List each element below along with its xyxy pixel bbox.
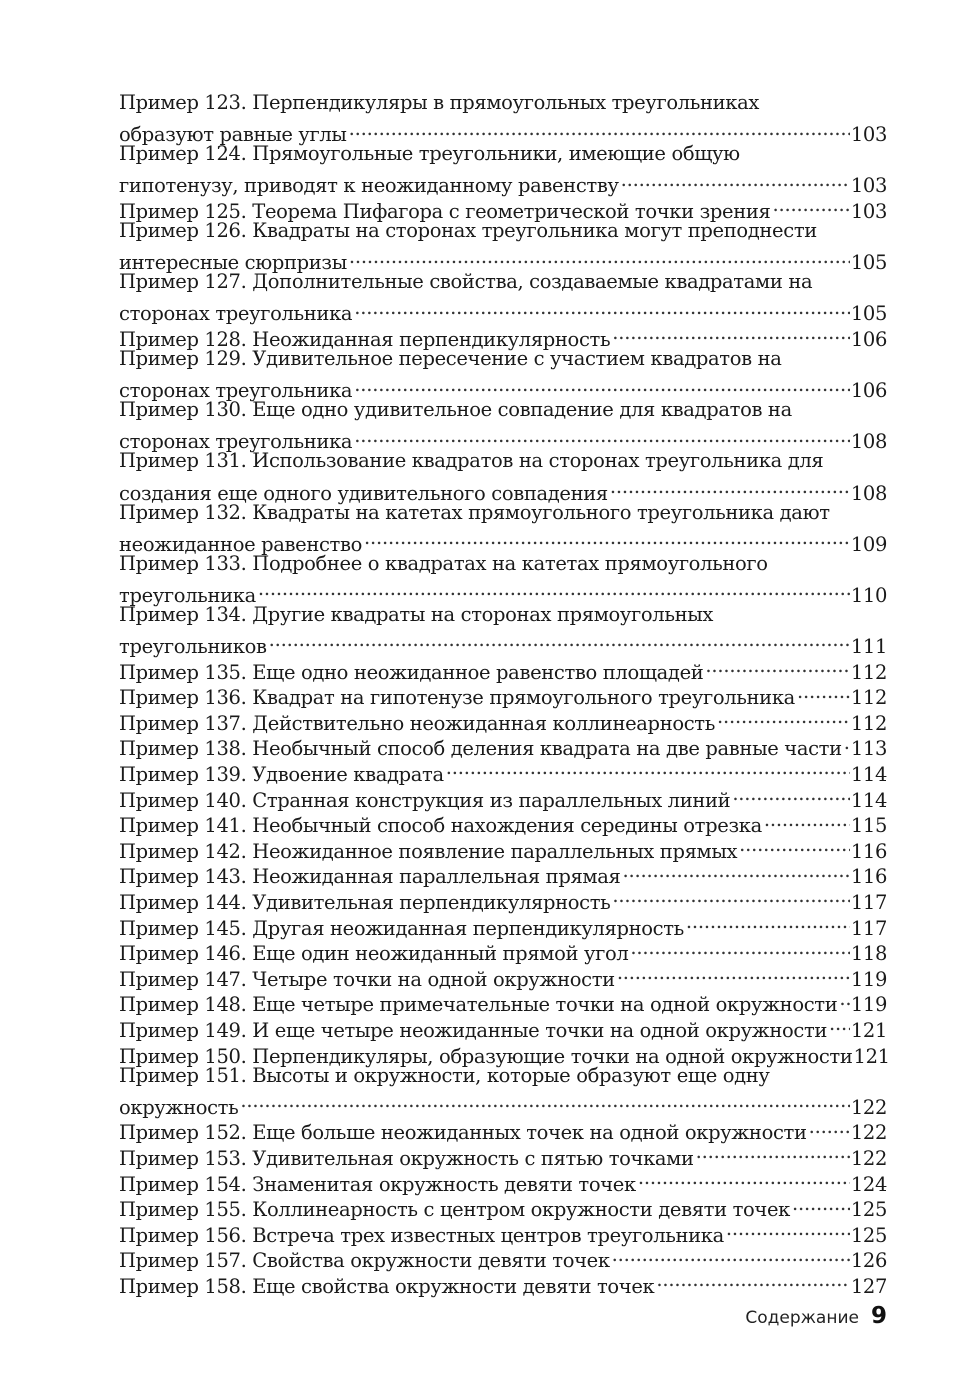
toc-entry[interactable] <box>119 269 887 326</box>
toc-entry[interactable] <box>119 90 887 147</box>
toc-entry[interactable] <box>119 500 887 556</box>
toc-page-number: 110 <box>850 583 887 607</box>
dot-leader <box>842 730 850 756</box>
toc-page-number: 113 <box>850 737 887 761</box>
toc-entry-title: Пример 156. Встреча трех известных центров треугольника <box>119 1223 724 1247</box>
dot-leader <box>444 755 850 781</box>
toc-entry-title: Пример 133. Подробнее о квадратах на катетах прямоугольного <box>119 551 768 575</box>
toc-page-number: 115 <box>850 814 887 838</box>
toc-entry[interactable] <box>119 397 887 454</box>
dot-leader <box>715 704 850 730</box>
toc-page-number: 114 <box>850 763 887 787</box>
toc-page-number: 106 <box>850 379 887 403</box>
dot-leader <box>352 423 850 449</box>
toc-entry-title: Пример 152. Еще больше неожиданных точек на одной окружности <box>119 1121 807 1145</box>
toc-entry-title: Пример 154. Знаменитая окружность девяти точек <box>119 1172 636 1196</box>
toc-entry-title: Пример 157. Свойства окружности девяти точек <box>119 1249 610 1273</box>
dot-leader <box>347 116 850 142</box>
page-footer <box>745 1303 887 1329</box>
dot-leader <box>770 192 849 218</box>
dot-leader <box>724 1216 850 1242</box>
toc-entry-title: Пример 146. Еще один неожиданный прямой угол <box>119 942 629 966</box>
toc-entry-title-continuation: сторонах треугольника <box>119 302 353 326</box>
toc-page-number: 124 <box>850 1172 887 1196</box>
toc-entry-title-continuation: гипотенузу, приводят к неожиданному равенству <box>119 174 619 198</box>
dot-leader <box>837 986 849 1012</box>
toc-entry-title: Пример 135. Еще одно неожиданное равенство площадей <box>119 660 704 684</box>
toc-entry-title: Пример 149. И еще четыре неожиданные точки на одной окружности <box>119 1018 828 1042</box>
toc-page-number: 127 <box>850 1274 887 1298</box>
toc-entry-title: Пример 131. Использование квадратов на сторонах треугольника для <box>119 449 824 473</box>
toc-entry-title: Пример 134. Другие квадраты на сторонах прямоугольных <box>119 602 714 626</box>
toc-page-number: 109 <box>850 532 887 556</box>
toc-entry-title: Пример 130. Еще одно удивительное совпадение для квадратов на <box>119 398 792 422</box>
dot-leader <box>347 244 850 270</box>
dot-leader <box>608 474 850 500</box>
section-label: Содержание <box>745 1308 859 1328</box>
toc-entry-title: Пример 139. Удвоение квадрата <box>119 763 444 787</box>
toc-entry-title: Пример 145. Другая неожиданная перпендикулярность <box>119 916 684 940</box>
toc-page-number: 112 <box>850 660 887 684</box>
toc-page-number: 117 <box>850 916 887 940</box>
toc-entry-title: Пример 128. Неожиданная перпендикулярность <box>119 327 611 351</box>
dot-leader <box>620 858 849 884</box>
toc-page-number: 103 <box>850 199 887 223</box>
toc-entry[interactable] <box>119 551 887 607</box>
toc-entry[interactable] <box>119 141 887 198</box>
dot-leader <box>628 935 849 961</box>
toc-page-number: 105 <box>850 251 887 275</box>
toc-page-number: 108 <box>850 430 887 454</box>
toc-page-number: 121 <box>853 1044 890 1068</box>
toc-page-number: 117 <box>850 891 887 914</box>
toc-page-number: 118 <box>850 942 887 966</box>
toc-page-number: 103 <box>850 174 887 198</box>
toc-entry-title: Пример 150. Перпендикуляры, образующие точки на одной окружности <box>119 1044 853 1068</box>
toc-entry-title: Пример 125. Теорема Пифагора с геометрической точки зрения <box>119 199 771 223</box>
toc-page-number: 106 <box>850 327 887 351</box>
toc-entry-title: Пример 127. Дополнительные свойства, создаваемые квадратами на <box>119 270 813 294</box>
toc-entry[interactable] <box>119 1063 887 1119</box>
dot-leader <box>610 883 849 909</box>
toc-entry-title-continuation: окружность <box>119 1095 239 1119</box>
toc-entry-title-continuation: треугольника <box>119 583 256 607</box>
toc-entry-title: Пример 137. Действительно неожиданная коллинеарность <box>119 711 716 735</box>
toc-entry-title: Пример 129. Удивительное пересечение с участием квадратов на <box>119 346 782 370</box>
toc-entry-title: Пример 158. Еще свойства окружности девяти точек <box>119 1274 655 1298</box>
dot-leader <box>737 832 850 858</box>
dot-leader <box>654 1267 849 1293</box>
dot-leader <box>684 909 850 935</box>
toc-page-number: 111 <box>850 635 887 659</box>
dot-leader <box>807 1114 850 1140</box>
toc-entry-title: Пример 151. Высоты и окружности, которые образуют еще одну <box>119 1063 770 1087</box>
dot-leader <box>615 960 850 986</box>
toc-entry-title: Пример 142. Неожиданное появление параллельных прямых <box>119 839 738 863</box>
toc-entry-title-continuation: интересные сюрпризы <box>119 251 347 275</box>
toc-entry-title: Пример 138. Необычный способ деления квадрата на две равные части <box>119 737 842 761</box>
dot-leader <box>762 807 850 833</box>
toc-entry[interactable] <box>119 602 887 659</box>
toc-entry-title-continuation: треугольников <box>119 635 267 659</box>
dot-leader <box>619 167 850 193</box>
toc-entry-title-continuation: сторонах треугольника <box>119 379 353 403</box>
toc-entry-title: Пример 144. Удивительная перпендикулярность <box>119 891 611 914</box>
dot-leader <box>256 576 850 602</box>
toc-page-number: 122 <box>850 1121 887 1145</box>
toc-entry-title: Пример 140. Странная конструкция из параллельных линий <box>119 788 731 812</box>
toc-entry-title: Пример 126. Квадраты на сторонах треугольника могут преподнести <box>119 218 817 242</box>
toc-page-number: 119 <box>850 993 887 1017</box>
table-of-contents <box>119 90 890 1298</box>
toc-page-number: 105 <box>850 302 887 326</box>
toc-page-number: 103 <box>850 123 887 147</box>
dot-leader <box>610 1242 850 1268</box>
toc-page-number: 126 <box>850 1249 887 1273</box>
toc-entry-title: Пример 155. Коллинеарность с центром окружности девяти точек <box>119 1198 790 1222</box>
toc-page-number: 108 <box>850 481 887 505</box>
dot-leader <box>636 1165 850 1191</box>
toc-page-number: 112 <box>850 711 887 735</box>
dot-leader <box>267 627 850 653</box>
page-number: 9 <box>870 1303 887 1329</box>
toc-page-number: 112 <box>850 686 887 710</box>
toc-page-number: 114 <box>850 788 887 812</box>
dot-leader <box>610 320 850 346</box>
dot-leader <box>827 1011 850 1037</box>
toc-page-number: 121 <box>850 1018 887 1042</box>
dot-leader <box>238 1088 849 1114</box>
toc-entry[interactable] <box>119 346 887 403</box>
toc-entry-title-continuation: сторонах треугольника <box>119 430 353 454</box>
toc-entry-title: Пример 124. Прямоугольные треугольники, имеющие общую <box>119 142 740 166</box>
dot-leader <box>790 1191 850 1217</box>
toc-page-number: 122 <box>850 1095 887 1119</box>
toc-entry-title: Пример 153. Удивительная окружность с пятью точками <box>119 1146 694 1170</box>
dot-leader <box>795 679 850 705</box>
dot-leader <box>730 781 850 807</box>
toc-page-number: 122 <box>850 1146 887 1170</box>
toc-entry-title-continuation: неожиданное равенство <box>119 532 363 556</box>
dot-leader <box>352 372 850 398</box>
toc-entry-title: Пример 136. Квадрат на гипотенузе прямоугольного треугольника <box>119 686 795 710</box>
toc-entry-title: Пример 148. Еще четыре примечательные точки на одной окружности <box>119 993 838 1017</box>
toc-entry-title: Пример 132. Квадраты на катетах прямоугольного треугольника дают <box>119 500 830 524</box>
toc-entry-title: Пример 143. Неожиданная параллельная прямая <box>119 865 621 889</box>
toc-page-number: 116 <box>850 839 887 863</box>
toc-page-number: 125 <box>850 1223 887 1247</box>
toc-entry[interactable] <box>119 218 887 275</box>
dot-leader <box>694 1139 850 1165</box>
toc-entry-title: Пример 123. Перпендикуляры в прямоугольных треугольниках <box>119 91 760 114</box>
dot-leader <box>352 295 850 321</box>
toc-page-number: 116 <box>850 865 887 889</box>
toc-entry-title: Пример 147. Четыре точки на одной окружности <box>119 967 615 991</box>
toc-entry-title-continuation: образуют равные углы <box>119 123 347 147</box>
toc-entry-title-continuation: создания еще одного удивительного совпадения <box>119 481 608 505</box>
dot-leader <box>362 525 850 551</box>
toc-page-number: 125 <box>850 1198 887 1222</box>
toc-entry-title: Пример 141. Необычный способ нахождения середины отрезка <box>119 814 762 838</box>
toc-entry[interactable] <box>119 448 887 505</box>
dot-leader <box>703 653 849 679</box>
toc-page-number: 119 <box>850 967 887 991</box>
